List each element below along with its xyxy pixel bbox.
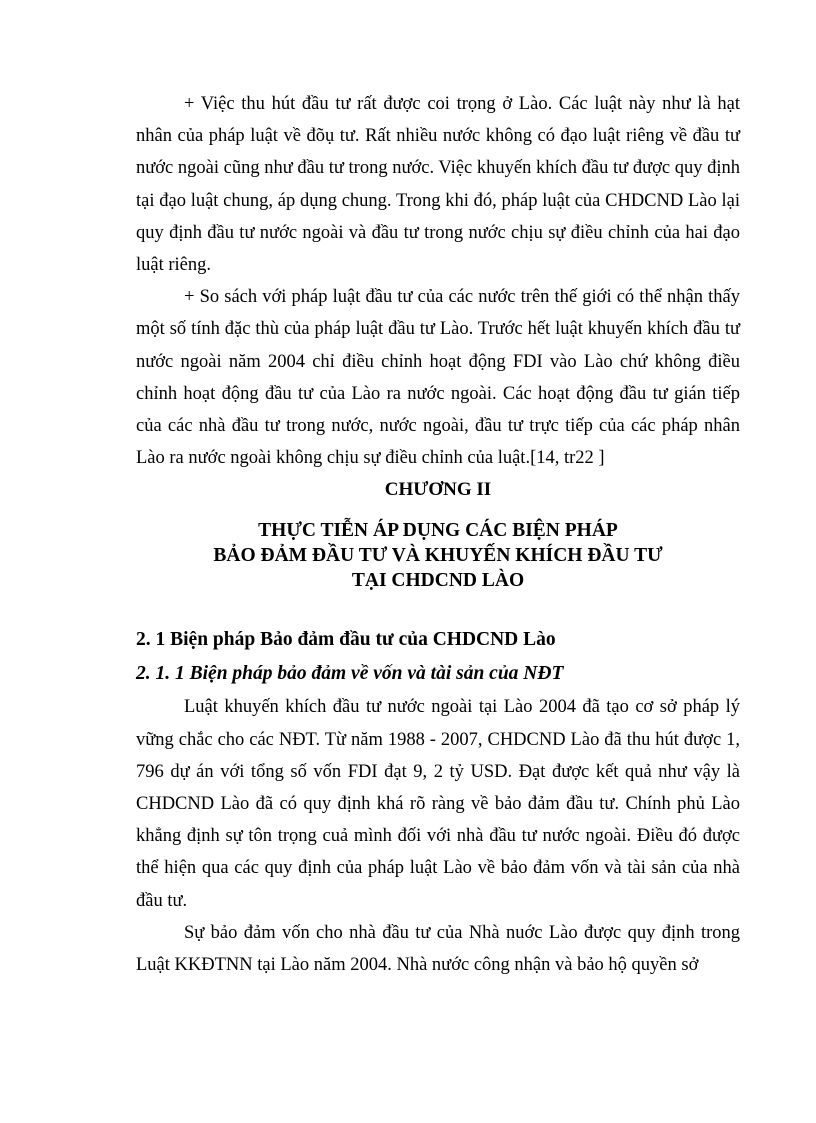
chapter-title-line-1: THỰC TIỄN ÁP DỤNG CÁC BIỆN PHÁP — [258, 520, 618, 542]
chapter-title-line-3: TẠI CHDCND LÀO — [351, 570, 525, 592]
paragraph-comparison: + So sách với pháp luật đầu tư của các nước trên thế giới có thể nhận thấy một số tính đặc thù của pháp luật đầu tư Lào. Trước hết luật khuyến khích đầu tư nước ngoài năm 2004 chỉ điều chỉnh hoạt động FDI vào Lào chứ không điều chỉnh hoạt động đầu tư của Lào ra nước ngoài. Các hoạt động đầu tư gián tiếp của các nhà đầu tư trong nước, nước ngoài, đầu tư trực tiếp của các pháp nhân Lào ra nước ngoài không chịu sự điều chỉnh của luật.[14, tr22 ] — [136, 287, 740, 469]
chapter-title-line-2: BẢO ĐẢM ĐẦU TƯ VÀ KHUYẾN KHÍCH ĐẦU TƯ — [213, 545, 663, 567]
paragraph-capital-guarantee: Sự bảo đảm vốn cho nhà đầu tư của Nhà nuớc Lào được quy định trong Luật KKĐTNN tại Lào năm 2004. Nhà nước công nhận và bảo hộ quyền sở — [136, 922, 740, 976]
chapter-title — [136, 518, 740, 593]
subsection-heading: 2. 1. 1 Biện pháp bảo đảm về vốn và tài sản của NĐT — [136, 663, 564, 685]
paragraph-legal-basis: Luật khuyến khích đầu tư nước ngoài tại Lào 2004 đã tạo cơ sở pháp lý vững chắc cho các NĐT. Từ năm 1988 - 2007, CHDCND Lào đã thu hút được 1, 796 dự án với tổng số vốn FDI đạt 9, 2 tỷ USD. Đạt được kết quả như vậy là CHDCND Lào đã có quy định khá rõ ràng về bảo đảm đầu tư. Chính phủ Lào khẳng định sự tôn trọng cuả mình đối với nhà đầu tư nước ngoài. Điều đó được thể hiện qua các quy định của pháp luật Lào về bảo đảm vốn và tài sản của nhà đầu tư. — [136, 697, 740, 911]
paragraph-investment-attraction: + Việc thu hút đầu tư rất được coi trọng ở Lào. Các luật này như là hạt nhân của pháp luật về đõụ tư. Rất nhiều nước không có đạo luật riêng về đầu tư nước ngoài cũng như đầu tư trong nước. Việc khuyến khích đầu tư được quy định tại đạo luật chung, áp dụng chung. Trong khi đó, pháp luật của CHDCND Lào lại quy định đầu tư nước ngoài và đầu tư trong nước chịu sự điều chỉnh của hai đạo luật riêng. — [136, 94, 740, 276]
section-heading: 2. 1 Biện pháp Bảo đảm đầu tư của CHDCND Lào — [136, 629, 556, 651]
chapter-label: CHƯƠNG II — [384, 479, 492, 501]
document-page — [136, 88, 740, 981]
